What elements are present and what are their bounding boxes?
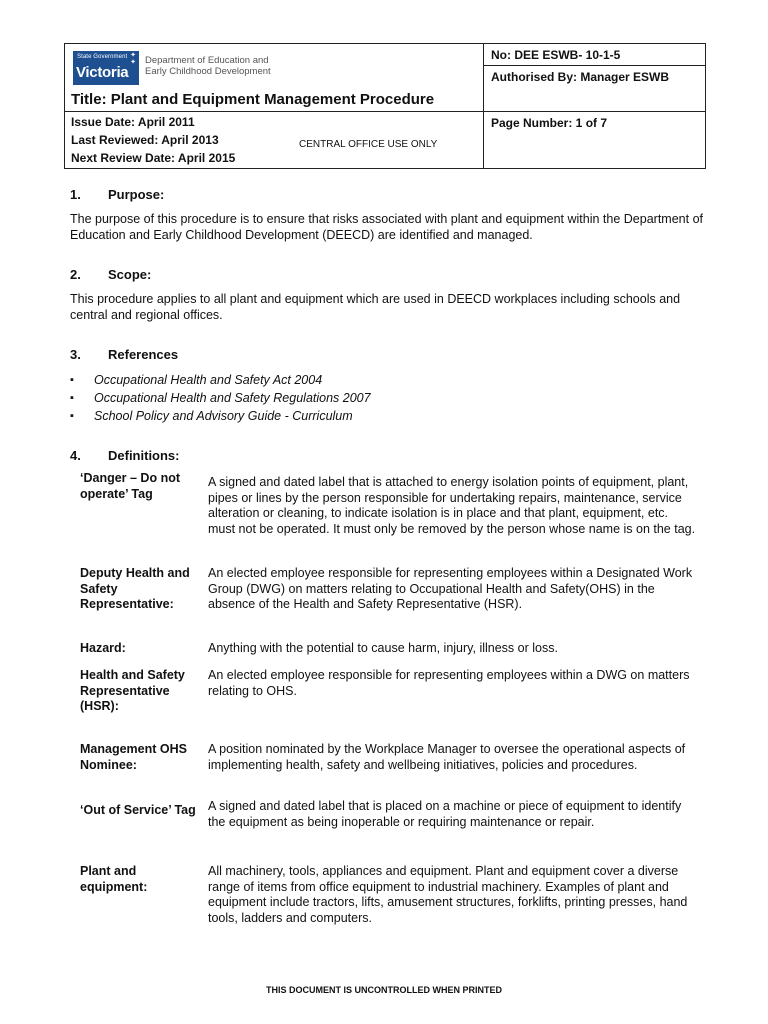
scope-text: This procedure applies to all plant and equipment which are used in DEECD workplaces including schools and central and regional offices. (70, 292, 681, 322)
last-reviewed: Last Reviewed: April 2013 (71, 133, 219, 147)
definition-term: Hazard: (80, 641, 126, 655)
definition-description: Anything with the potential to cause harm, injury, illness or loss. (208, 641, 558, 655)
definition-description: A position nominated by the Workplace Manager to oversee the operational aspects of implementing health, safety and wellbeing initiatives, policies and procedures. (208, 742, 686, 772)
definition-term: ‘Out of Service’ Tag (80, 803, 196, 817)
document-number: No: DEE ESWB- 10-1-5 (491, 48, 621, 62)
definition-description: A signed and dated label that is attached to energy isolation points of equipment, plant, pipes or lines by the person responsible for undertaking repairs, maintenance, service alteration or cleaning, to indicate isolation is in place and that plant, equipment, etc. must not be operated. It must only be removed by the person whose name is on the tag. (208, 475, 696, 536)
header-divider (483, 65, 705, 66)
reference-item: ▪ School Policy and Advisory Guide - Curriculum (70, 407, 371, 425)
logo-department-name: Department of Education and Early Childhood Development (145, 55, 271, 77)
references-list (70, 371, 371, 425)
footer-notice: THIS DOCUMENT IS UNCONTROLLED WHEN PRINTED (266, 985, 502, 995)
definition-term: Health and Safety Representative (HSR): (80, 668, 185, 713)
office-use-note: CENTRAL OFFICE USE ONLY (299, 139, 438, 150)
definition-term: Plant and equipment: (80, 864, 148, 894)
document-title: Title: Plant and Equipment Management Procedure (71, 91, 435, 108)
definition-description: A signed and dated label that is placed on a machine or piece of equipment to identify the equipment as being inoperable or requiring maintenance or repair. (208, 799, 682, 829)
page-number: Page Number: 1 of 7 (491, 116, 608, 130)
section-heading-definitions: 4. Definitions: (70, 448, 180, 463)
reference-item: ▪ Occupational Health and Safety Regulations 2007 (70, 389, 371, 407)
issue-date: Issue Date: April 2011 (71, 115, 195, 129)
next-review-date: Next Review Date: April 2015 (71, 151, 236, 165)
header-divider (483, 111, 705, 112)
definition-term: Management OHS Nominee: (80, 742, 187, 772)
reference-item: ▪ Occupational Health and Safety Act 2004 (70, 371, 371, 389)
definition-description: All machinery, tools, appliances and equipment. Plant and equipment cover a diverse range of items from office equipment to industrial machinery. Examples of plant and equipment include tractors, lifts, amusement structures, forklifts, printing presses, hand tools, ladders and computers. (208, 864, 688, 925)
header-divider (65, 111, 483, 112)
document-header (64, 43, 706, 169)
authorised-by: Authorised By: Manager ESWB (491, 70, 670, 84)
definition-term: ‘Danger – Do not operate’ Tag (80, 471, 181, 501)
section-heading-purpose: 1. Purpose: (70, 187, 165, 202)
section-heading-scope: 2. Scope: (70, 267, 152, 282)
department-logo (73, 49, 283, 89)
definition-description: An elected employee responsible for representing employees within a Designated Work Group (DWG) on matters relating to Occupational Health and Safety(OHS) in the absence of the Health and Safety Representative (HSR). (208, 566, 693, 611)
stars-icon: ✦ ✦ (130, 52, 136, 66)
purpose-text: The purpose of this procedure is to ensure that risks associated with plant and equipment within the Department of Education and Early Childhood Development (DEECD) are identified and managed. (70, 212, 703, 242)
definition-description: An elected employee responsible for representing employees within a DWG on matters relating to OHS. (208, 668, 690, 698)
section-heading-references: 3. References (70, 347, 179, 362)
victoria-logo-mark: State Government Victoria ✦ ✦ (73, 51, 139, 85)
definition-term: Deputy Health and Safety Representative: (80, 566, 190, 611)
header-divider (483, 44, 484, 168)
